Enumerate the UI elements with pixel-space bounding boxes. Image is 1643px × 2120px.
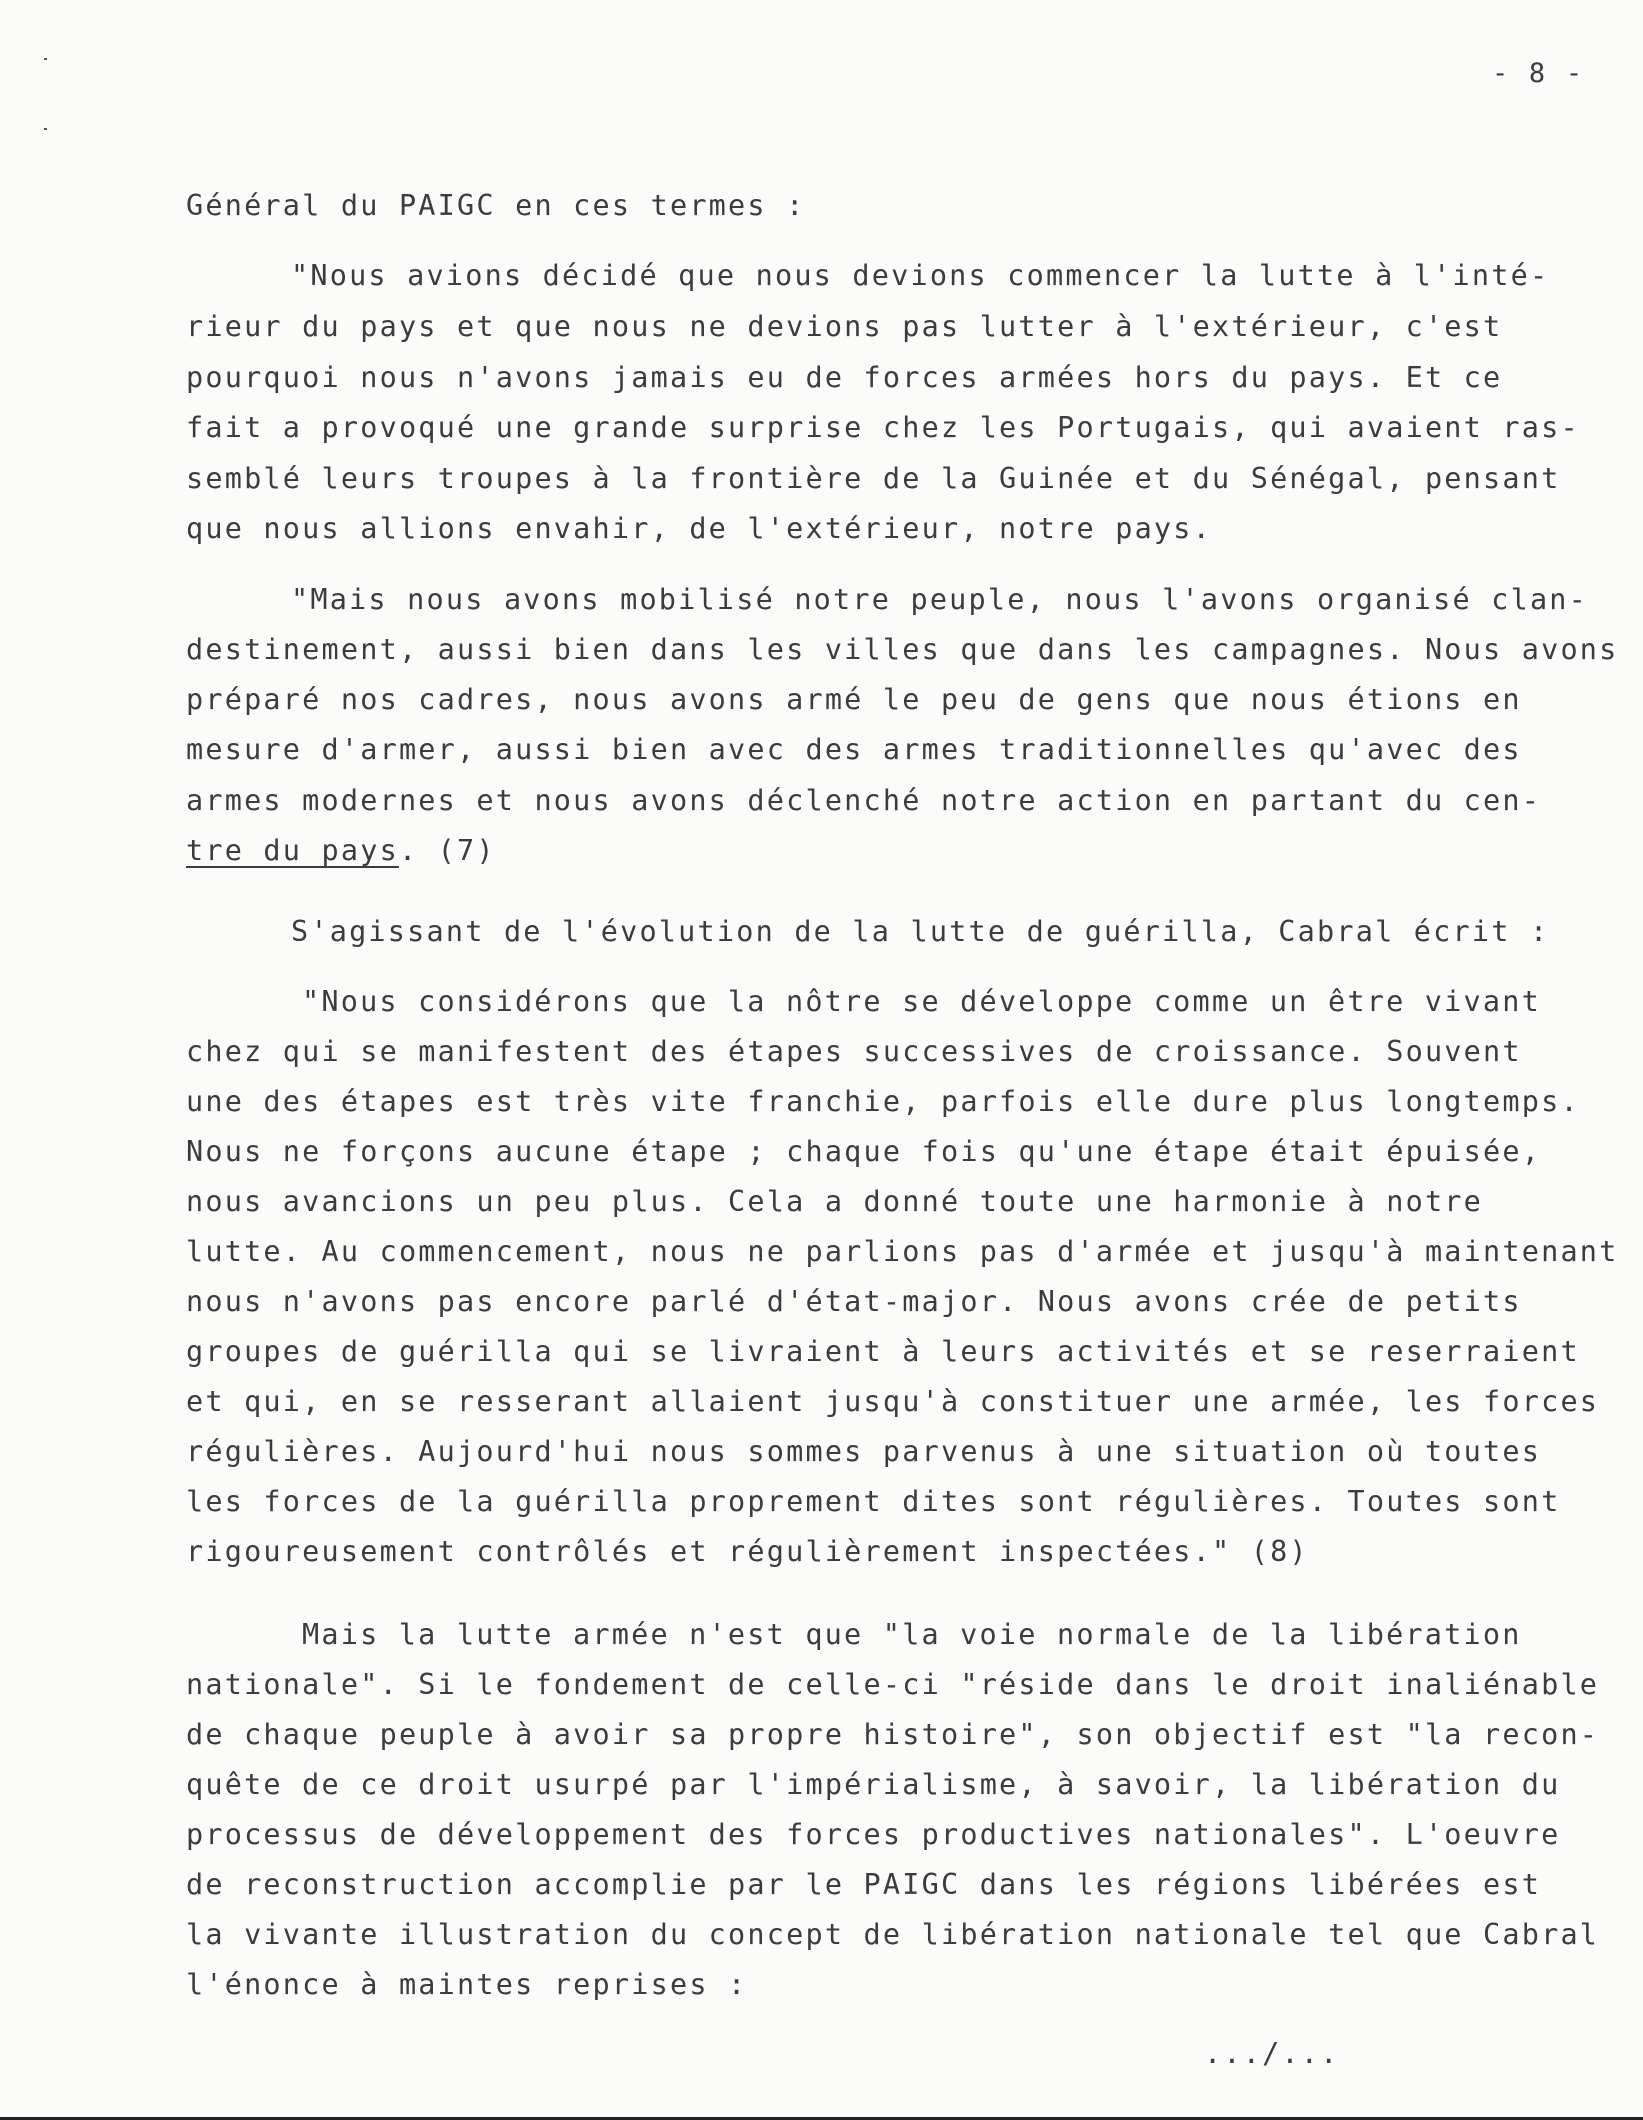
- paragraph3-line: quête de ce droit usurpé par l'impérialisme, à savoir, la libération du: [186, 1768, 1561, 1801]
- quote3-line: nous avancions un peu plus. Cela a donné toute une harmonie à notre: [186, 1185, 1484, 1218]
- quote1-line: que nous allions envahir, de l'extérieur, notre pays.: [186, 512, 1212, 545]
- quote3-line: groupes de guérilla qui se livraient à leurs activités et se reserraient: [186, 1335, 1580, 1368]
- quote2-line: "Mais nous avons mobilisé notre peuple, nous l'avons organisé clan-: [291, 583, 1589, 616]
- quote2-line-last: [186, 834, 496, 867]
- quote3-line: lutte. Au commencement, nous ne parlions pas d'armée et jusqu'à maintenant: [186, 1235, 1619, 1268]
- paragraph-intro: S'agissant de l'évolution de la lutte de guérilla, Cabral écrit :: [291, 915, 1550, 948]
- quote3-line: régulières. Aujourd'hui nous sommes parvenus à une situation où toutes: [186, 1435, 1542, 1468]
- underlined-phrase: tre du pays: [186, 834, 399, 867]
- scan-speck: [44, 128, 47, 130]
- quote2-line: mesure d'armer, aussi bien avec des armes traditionnelles qu'avec des: [186, 733, 1522, 766]
- quote3-line: "Nous considérons que la nôtre se développe comme un être vivant: [302, 985, 1541, 1018]
- quote1-line: semblé leurs troupes à la frontière de la Guinée et du Sénégal, pensant: [186, 462, 1561, 495]
- paragraph3-line: de chaque peuple à avoir sa propre histoire", son objectif est "la recon-: [186, 1718, 1600, 1751]
- quote1-line: fait a provoqué une grande surprise chez les Portugais, qui avaient ras-: [186, 411, 1580, 444]
- quote3-line: rigoureusement contrôlés et régulièrement inspectées." (8): [186, 1535, 1309, 1568]
- paragraph3-line: processus de développement des forces productives nationales". L'oeuvre: [186, 1818, 1561, 1851]
- paragraph3-line: la vivante illustration du concept de libération nationale tel que Cabral: [186, 1918, 1600, 1951]
- quote3-line: et qui, en se resserant allaient jusqu'à constituer une armée, les forces: [186, 1385, 1600, 1418]
- opening-line: Général du PAIGC en ces termes :: [186, 189, 806, 222]
- continuation-mark: .../...: [1204, 2037, 1340, 2070]
- page-number: - 8 -: [1492, 58, 1585, 89]
- quote3-line: nous n'avons pas encore parlé d'état-major. Nous avons crée de petits: [186, 1285, 1522, 1318]
- paragraph3-line: de reconstruction accomplie par le PAIGC dans les régions libérées est: [186, 1868, 1542, 1901]
- citation-marker: . (7): [398, 834, 496, 867]
- scan-speck: [44, 58, 47, 60]
- paragraph3-line: nationale". Si le fondement de celle-ci "réside dans le droit inaliénable: [186, 1668, 1600, 1701]
- quote2-line: armes modernes et nous avons déclenché notre action en partant du cen-: [186, 784, 1542, 817]
- quote2-line: préparé nos cadres, nous avons armé le peu de gens que nous étions en: [186, 683, 1522, 716]
- quote1-line: pourquoi nous n'avons jamais eu de forces armées hors du pays. Et ce: [186, 361, 1503, 394]
- paragraph3-line: l'énonce à maintes reprises :: [186, 1968, 748, 2001]
- quote3-line: Nous ne forçons aucune étape ; chaque fois qu'une étape était épuisée,: [186, 1135, 1542, 1168]
- quote3-line: une des étapes est très vite franchie, parfois elle dure plus longtemps.: [186, 1085, 1580, 1118]
- quote2-line: destinement, aussi bien dans les villes que dans les campagnes. Nous avons: [186, 633, 1619, 666]
- quote3-line: les forces de la guérilla proprement dites sont régulières. Toutes sont: [186, 1485, 1561, 1518]
- quote1-line: "Nous avions décidé que nous devions commencer la lutte à l'inté-: [291, 259, 1550, 292]
- quote1-line: rieur du pays et que nous ne devions pas lutter à l'extérieur, c'est: [186, 310, 1503, 343]
- paragraph3-line: Mais la lutte armée n'est que "la voie normale de la libération: [302, 1618, 1522, 1651]
- quote3-line: chez qui se manifestent des étapes successives de croissance. Souvent: [186, 1035, 1522, 1068]
